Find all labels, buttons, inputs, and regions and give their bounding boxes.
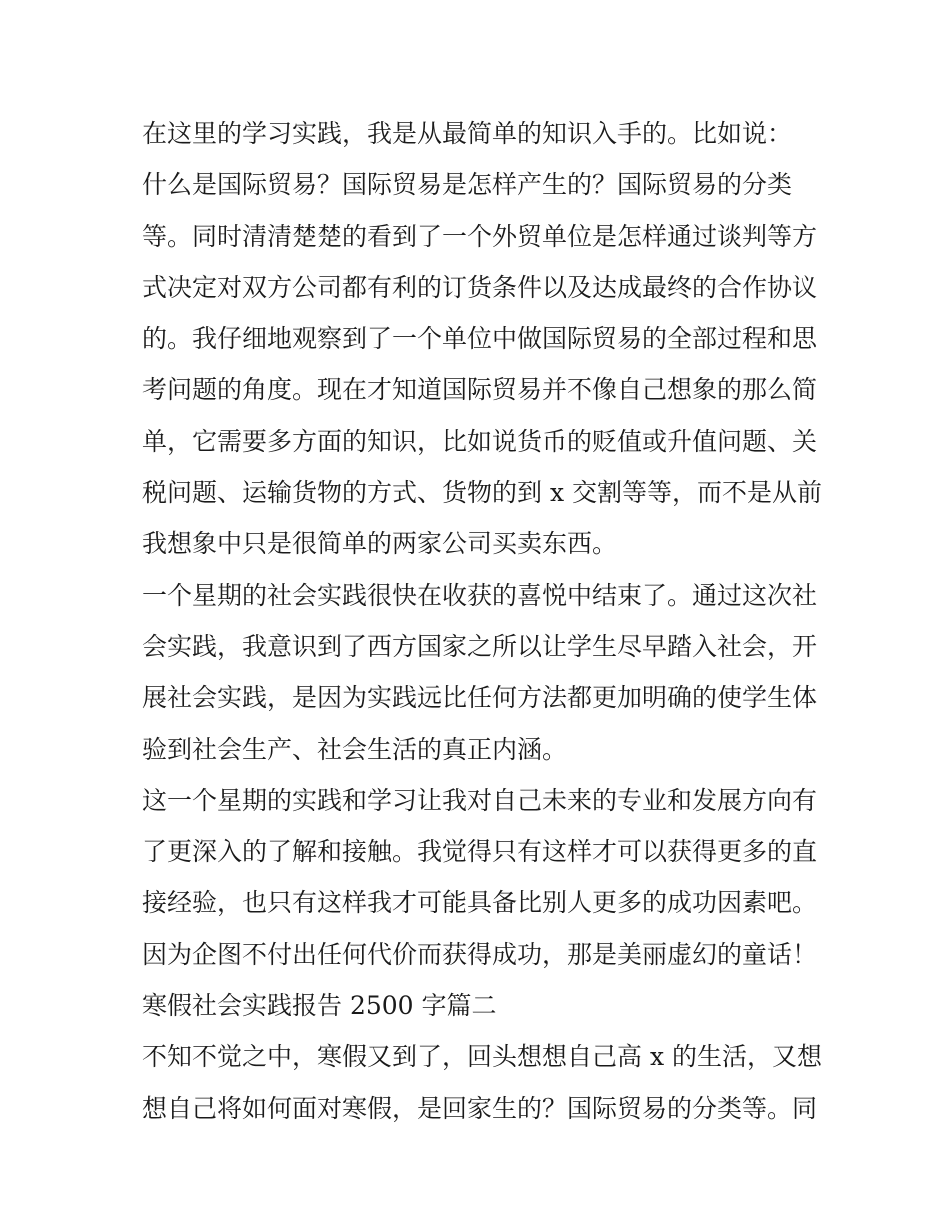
document-body [142,108,822,1134]
text-line: 在这里的学习实践，我是从最简单的知识入手的。比如说： [142,119,793,148]
text-line: 因为企图不付出任何代价而获得成功，那是美丽虚幻的童话！ [142,939,818,969]
text-line: 会实践，我意识到了西方国家之所以让学生尽早踏入社会，开 [142,631,818,661]
text-line: 考问题的角度。现在才知道国际贸易并不像自己想象的那么简 [142,375,818,405]
text-line: 不知不觉之中，寒假又到了，回头想想自己高 x 的生活，又想 [142,1042,822,1072]
text-line: 展社会实践，是因为实践远比任何方法都更加明确的使学生体 [142,683,818,713]
text-line: 单，它需要多方面的知识，比如说货币的贬值或升值问题、关 [142,426,818,456]
text-line: 一个星期的社会实践很快在收获的喜悦中结束了。通过这次社 [142,580,818,610]
text-line: 想自己将如何面对寒假，是回家生的？国际贸易的分类等。同 [142,1093,818,1123]
text-line: 等。同时清清楚楚的看到了一个外贸单位是怎样通过谈判等方 [142,221,818,251]
text-line: 了更深入的了解和接触。我觉得只有这样才可以获得更多的直 [142,837,818,867]
section-heading: 寒假社会实践报告 2500 字篇二 [142,991,497,1021]
text-line: 我想象中只是很简单的两家公司买卖东西。 [142,529,618,559]
text-line: 税问题、运输货物的方式、货物的到 x 交割等等，而不是从前 [142,478,822,508]
text-line: 验到社会生产、社会生活的真正内涵。 [142,734,568,764]
text-line: 这一个星期的实践和学习让我对自己未来的专业和发展方向有 [142,785,818,815]
text-line: 式决定对双方公司都有利的订货条件以及达成最终的合作协议 [142,272,818,302]
text-line: 什么是国际贸易？国际贸易是怎样产生的？国际贸易的分类 [142,170,793,200]
text-line: 接经验，也只有这样我才可能具备比别人更多的成功因素吧。 [142,888,818,918]
text-line: 的。我仔细地观察到了一个单位中做国际贸易的全部过程和思 [142,324,818,354]
